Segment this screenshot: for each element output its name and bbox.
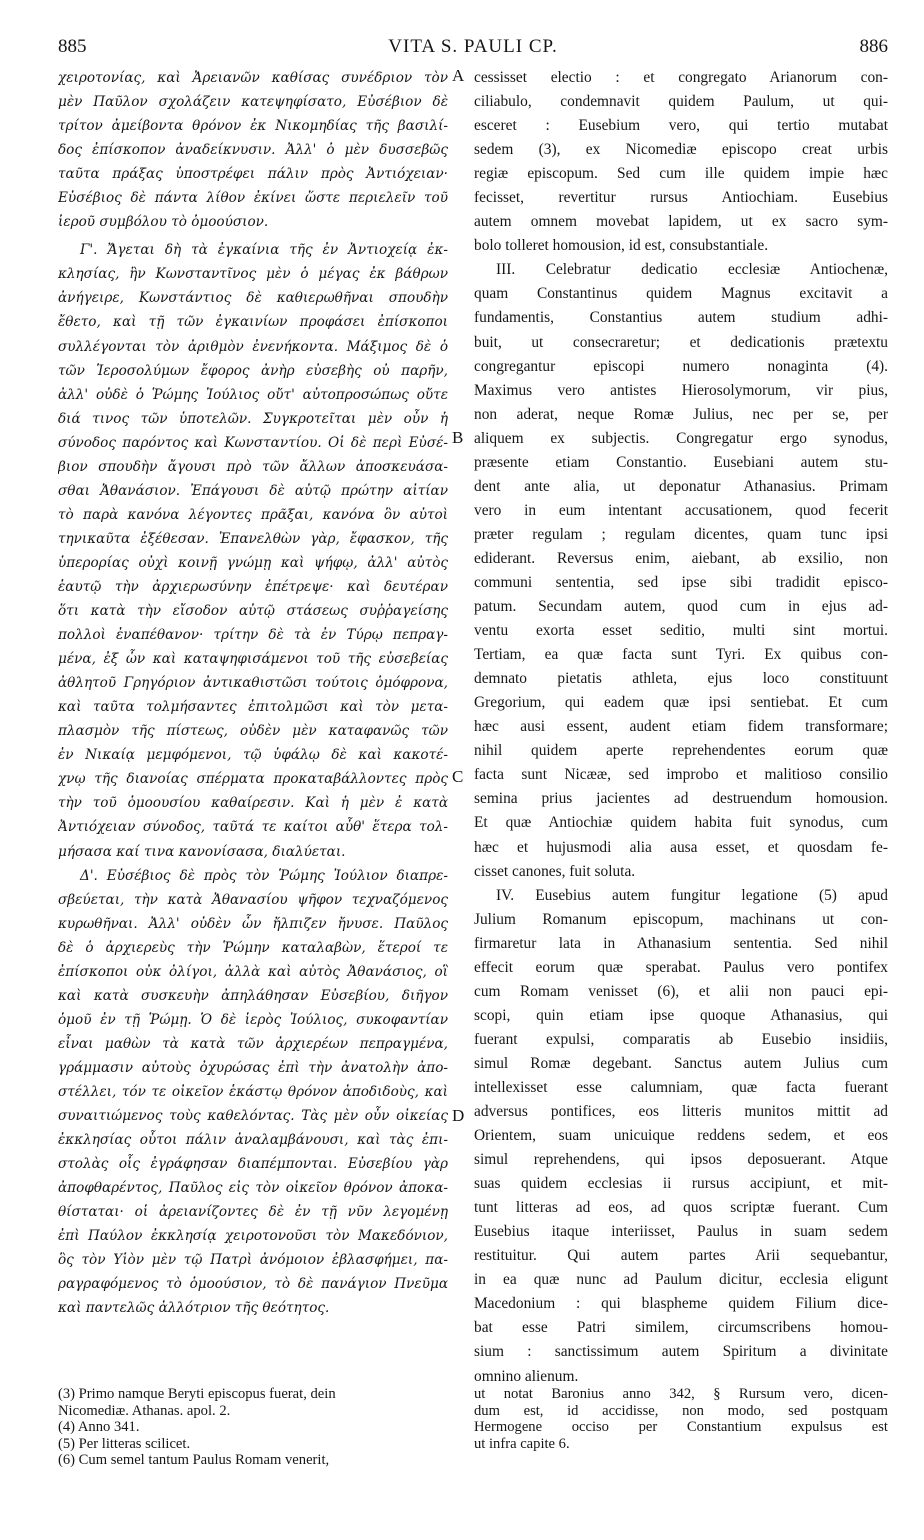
greek-text-line: Εὐσέβιος δὲ πάντα λίθον ἐκίνει ὥστε περιελεῖν τοῦ xyxy=(58,190,448,207)
latin-text-line: vero in eum intentant accusationem, quod fecerit xyxy=(474,501,888,519)
latin-text-line: ediderant. Reversus enim, aiebant, ab exsilio, non xyxy=(474,549,888,567)
footnote-line: Nicomediæ. Athanas. apol. 2. xyxy=(58,1402,231,1419)
latin-text-line: facta sunt Nicææ, sed improbo et malitioso consilio xyxy=(474,766,888,784)
latin-text-line: cum Romam venisset (6), et alii non pauci epi- xyxy=(474,982,888,1000)
latin-text-line: simul reprehendens, qui ipsos deposuerant. Atque xyxy=(474,1151,888,1169)
latin-text-line: suas quidem ecclesias ii rursus accipiunt, et mit- xyxy=(474,1175,888,1193)
footnote-line: (5) Per litteras scilicet. xyxy=(58,1435,191,1452)
greek-text-line: ὃς τὸν Υἱὸν μὲν τῷ Πατρὶ ἀνόμοιον ἐβλασφήμει, πα- xyxy=(58,1252,448,1269)
greek-text-line: ἀλλ' οὐδὲ ὁ Ῥώμης Ἰούλιος οὔτ' αὐτοπροσώπως οὔτε xyxy=(58,386,448,403)
margin-marker-c: C xyxy=(452,767,464,786)
footnote-line: ut notat Baronius anno 342, § Rursum vero, dicen- xyxy=(474,1386,888,1402)
latin-text-line: quam Constantinus quidem Magnus excitavit a xyxy=(474,285,888,303)
footnote-line: ut infra capite 6. xyxy=(474,1435,570,1452)
latin-text-line: Orientem, suam unicuique reddens sedem, et eos xyxy=(474,1127,888,1145)
latin-text-line: ciliabulo, condemnavit quidem Paulum, ut qui- xyxy=(474,93,888,111)
latin-text-line: tunt litteras ad eos, ad quos scriptæ fuerant. Cum xyxy=(474,1199,888,1217)
greek-text-line: κυρωθῆναι. Ἀλλ' οὐδὲν ὧν ἤλπιζεν ἤνυσε. Παῦλος xyxy=(58,915,448,932)
greek-text-line: ἀποφθαρέντος, Παῦλος εἰς τὸν οἰκεῖον θρόνον ἀποκα- xyxy=(58,1180,448,1197)
greek-text-line: ἐπὶ Παύλον ἐκκλησίᾳ χειροτονοῦσι τὸν Μακεδόνιον, xyxy=(58,1228,448,1245)
greek-text-line: χνῳ τῆς διανοίας σπέρματα προκαταβάλλοντες πρὸς xyxy=(58,771,448,788)
greek-text-line: ὑπερορίας οὐχὶ κοινῇ γνώμῃ καὶ ψήφῳ, ἀλλ' αὐτὸς xyxy=(58,554,448,571)
running-header xyxy=(58,36,888,62)
latin-text-line: bat esse Patri similem, circumscribens homou- xyxy=(474,1319,888,1337)
greek-text-line: ἐπίσκοποι οὐκ ὀλίγοι, ἀλλὰ καὶ αὐτὸς Ἀθανάσιος, οἳ xyxy=(58,963,448,980)
latin-text-line: hæc et hujusmodi alia ausa esset, et quosdam fe- xyxy=(474,838,888,856)
latin-text-line: Maximus vero antistes Hierosolymorum, vir pius, xyxy=(474,381,888,399)
latin-text-line: fundamentis, Constantius autem studium adhi- xyxy=(474,309,888,327)
latin-text-line: Macedonium : qui blaspheme quidem Filium dice- xyxy=(474,1295,888,1313)
greek-text-line: κλησίας, ἣν Κωνσταντῖνος μὲν ὁ μέγας ἐκ βάθρων xyxy=(58,266,448,283)
greek-text-line: σύνοδος παρόντος καὶ Κωνσταντίου. Οἱ δὲ περὶ Εὐσέ- xyxy=(58,434,448,451)
latin-text-line: ventu exorta esset seditio, multi sint mortui. xyxy=(474,622,888,640)
greek-text-line: ἐν Νικαίᾳ μεμφόμενοι, τῷ ὑφάλῳ δὲ καὶ κακοτέ- xyxy=(58,747,448,764)
greek-text-line: Δ'. Εὐσέβιος δὲ πρὸς τὸν Ῥώμης Ἰούλιον διαπρε- xyxy=(80,867,448,884)
greek-text-line: τὴν τοῦ ὁμοουσίου καθαίρεσιν. Καὶ ἡ μὲν ἐ κατὰ xyxy=(58,795,448,812)
latin-text-line: nihil quidem aperte reprehendentes eorum quæ xyxy=(474,742,888,760)
greek-text-line: ἱεροῦ συμβόλου τὸ ὁμοούσιον. xyxy=(58,214,269,231)
greek-text-line: δὲ ὁ ἀρχιερεὺς τὴν Ῥώμην καταλαβὼν, ἕτεροί τε xyxy=(58,939,448,956)
greek-text-line: ἀθλητοῦ Γρηγόριον ἀντικαθιστῶσι τούτοις ὁμόφρονα, xyxy=(58,675,448,692)
margin-marker-a: A xyxy=(452,66,465,85)
latin-text-line: cessisset electio : et congregato Arianorum con- xyxy=(474,69,888,86)
latin-text-column xyxy=(474,66,888,1389)
greek-text-line: συναιτιώμενος τοὺς καθελόντας. Τὰς μὲν οὖν οἰκείας xyxy=(58,1108,448,1125)
footnote-line: Hermogene occiso per Constantium expulsus est xyxy=(474,1419,888,1435)
latin-text-line: hæc ausi essent, audent etiam fidem transformare; xyxy=(474,718,888,736)
page-number-right: 886 xyxy=(859,36,888,57)
latin-text-line: adversus pontifices, eos litteris munitos mittit ad xyxy=(474,1103,888,1121)
greek-text-line: τρίτον ἀμείβοντα θρόνον ἐκ Νικομηδίας τῆς βασιλί- xyxy=(58,118,448,135)
latin-text-line: non aderat, neque Romæ Julius, nec per se, per xyxy=(474,405,888,423)
greek-text-line: δος ἐπίσκοπον ἀναδείκνυσιν. Ἀλλ' ὁ μὲν δυσσεβῶς xyxy=(58,142,448,159)
greek-text-line: ὁμοῦ ἐν τῇ Ῥώμῃ. Ὁ δὲ ἱερὸς Ἰούλιος, συκοφαντίαν xyxy=(58,1011,448,1028)
latin-text-line: demnato pietatis athleta, ejus loco constituunt xyxy=(474,670,888,688)
greek-text-line: μὲν Παῦλον σχολάζειν κατεψηφίσατο, Εὐσέβιον δὲ xyxy=(58,94,448,111)
latin-text-line: fuerant expulsi, comparatis ab Eusebio insidiis, xyxy=(474,1030,888,1048)
greek-text-line: βιον σπουδὴν ἄγουσι πρὸ τῶν ἄλλων ἀποσκευάσα- xyxy=(58,458,448,475)
greek-text-line: γράμμασιν αὐτοὺς ὀχυρώσας ἐπὶ τὴν ἀνατολὴν ἀπο- xyxy=(58,1059,448,1076)
latin-text-line: communi sententia, sed ipse sibi tradidit episco- xyxy=(474,573,888,591)
latin-text-line: Tertiam, ea quæ facta sunt Tyri. Ex quibus con- xyxy=(474,646,888,664)
greek-text-line: σθαι Ἀθανάσιον. Ἐπάγουσι δὲ αὐτῷ πρώτην αἰτίαν xyxy=(58,482,448,499)
greek-text-line: μένα, ἐξ ὧν καὶ καταψηφισάμενοι τοῦ τῆς εὐσεβείας xyxy=(58,651,448,668)
latin-text-line: simul Romæ degebant. Sanctus autem Julius cum xyxy=(474,1054,888,1072)
greek-text-line: ἔθετο, καὶ τῇ τῶν ἐγκαινίων προφάσει ἐπίσκοποι xyxy=(58,314,448,331)
latin-text-line: cisset canones, fuit soluta. xyxy=(474,862,636,880)
greek-text-line: ἐκκλησίας οὗτοι πάλιν ἀναλαμβάνουσι, καὶ τὰς ἐπι- xyxy=(58,1132,448,1149)
latin-text-line: esceret : Eusebium vero, qui tertio mutabat xyxy=(474,117,888,135)
footnote-line: dum est, id accidisse, non modo, sed postquam xyxy=(474,1402,888,1419)
latin-text-line: bolo tolleret homousion, id est, consubstantiale. xyxy=(474,237,769,255)
footnote-line: (3) Primo namque Beryti episcopus fuerat, dein xyxy=(58,1386,336,1402)
latin-text-line: effecit eorum quæ sperabat. Paulus vero pontifex xyxy=(474,958,888,976)
page-number-left: 885 xyxy=(58,36,87,57)
greek-text-line: ἑαυτῷ τὴν ἀρχιερωσύνην ἐπέτρεψε· καὶ δευτέραν xyxy=(58,578,448,595)
latin-text-line: præter regulam ; regulam dicentes, quam tunc ipsi xyxy=(474,525,888,543)
latin-text-line: sium : sanctissimum autem Spiritum a divinitate xyxy=(474,1343,888,1361)
latin-text-line: Julium Romanum episcopum, machinans ut con- xyxy=(474,910,888,928)
greek-text-line: στολὰς οἷς ἐγράφησαν διαπέμπονται. Εὐσεβίου γὰρ xyxy=(58,1156,448,1173)
latin-text-line: sedem (3), ex Nicomediæ episcopo creat urbis xyxy=(474,141,888,159)
latin-text-line: congregantur episcopi numero nonaginta (4). xyxy=(474,357,888,375)
greek-text-line: τηνικαῦτα ἐξέθεσαν. Ἐπανελθὼν γὰρ, ἔφασκον, τῆς xyxy=(58,530,448,547)
latin-text-line: firmaretur lata in Athanasium sententia. Sed nihil xyxy=(474,934,888,952)
latin-text-line: dent ante alia, ut deponatur Athanasius. Primam xyxy=(474,477,888,495)
greek-text-line: συλλέγονται τὸν ἀριθμὸν ἐνενήκοντα. Μάξιμος δὲ ὁ xyxy=(58,338,448,355)
latin-text-line: III. Celebratur dedicatio ecclesiæ Antiochenæ, xyxy=(496,261,888,279)
latin-text-line: in ea quæ nunc ad Paulum dicitur, ecclesia eligunt xyxy=(474,1271,888,1289)
latin-text-line: fecisset, revertitur rursus Antiochiam. Eusebius xyxy=(474,189,888,207)
greek-text-line: τὸ παρὰ κανόνα λέγοντες πρᾶξαι, κανόνα ὃν αὐτοὶ xyxy=(58,506,448,523)
latin-text-line: Gregorium, qui eadem quæ ipsi sentiebat. Et cum xyxy=(474,694,888,712)
footnote-line: (6) Cum semel tantum Paulus Romam venerit, xyxy=(58,1452,330,1468)
greek-text-line: πλασμὸν τῆς πίστεως, οὐδὲν μὲν καταφανῶς τῶν xyxy=(58,723,448,740)
footnote-line: (4) Anno 341. xyxy=(58,1419,140,1435)
latin-text-line: IV. Eusebius autem fungitur legatione (5) apud xyxy=(496,886,888,904)
greek-text-line: εἶναι μαθὼν τὰ κατὰ τῶν ἀρχιερέων πεπραγμένα, xyxy=(58,1035,448,1052)
latin-text-line: Eusebius itaque interiisset, Paulus in suam sedem xyxy=(474,1223,888,1241)
greek-text-line: σβεύεται, τὴν κατὰ Ἀθανασίου ψῆφον τεχναζόμενος xyxy=(58,891,448,908)
latin-text-line: præsente etiam Constantio. Eusebiani autem stu- xyxy=(474,453,888,471)
latin-text-line: intellexisset esse calumniam, quæ facta fuerant xyxy=(474,1078,888,1096)
latin-text-line: Et quæ Antiochiæ quidem habita fuit synodus, cum xyxy=(474,814,888,832)
latin-text-line: restituitur. Qui autem partes Arii sequebantur, xyxy=(474,1247,888,1265)
greek-text-line: πολλοὶ ἐναπέθανον· τρίτην δὲ τὰ ἐν Τύρῳ πεπραγ- xyxy=(58,627,448,644)
greek-text-line: καὶ κατὰ συσκευὴν ἀπηλάθησαν Εὐσεβίου, διῆγον xyxy=(58,987,448,1004)
latin-text-line: omnino alienum. xyxy=(474,1367,579,1385)
greek-text-line: διά τινος τῶν ὑποτελῶν. Συγκροτεῖται μὲν οὖν ἡ xyxy=(58,410,448,427)
latin-text-line: scopi, quin etiam ipse quoque Athanasius, qui xyxy=(474,1006,888,1024)
greek-text-line: ὅτι κατὰ τὴν εἴσοδον αὐτῷ στάσεως συῤῥαγείσης xyxy=(58,603,448,620)
latin-text-line: aliquem ex subjectis. Congregatur ergo synodus, xyxy=(474,429,888,447)
greek-text-line: ἀνήγειρε, Κωνστάντιος δὲ καθιερωθῆναι σπουδὴν xyxy=(58,290,448,307)
greek-text-line: στέλλει, τόν τε οἰκεῖον ἑκάστῳ θρόνον ἀποδιδοὺς, καὶ xyxy=(58,1083,448,1100)
running-title: VITA S. PAULI CP. xyxy=(388,36,558,57)
greek-text-line: ταῦτα πράξας ὑποστρέφει πάλιν πρὸς Ἀντιόχειαν· xyxy=(58,166,448,183)
margin-marker-b: B xyxy=(452,428,464,447)
latin-text-line: regiæ episcopum. Sed cum ille quidem impie hæc xyxy=(474,165,888,183)
greek-text-line: Ἀντιόχειαν σύνοδος, ταῦτά τε καίτοι αὖθ' ἕτερα τολ- xyxy=(58,819,448,836)
margin-marker-d: D xyxy=(452,1106,465,1125)
footnotes-left xyxy=(58,1386,450,1469)
latin-text-line: buit, ut consecraretur; et dedicationis prætextu xyxy=(474,333,888,351)
greek-text-line: ραγραφόμενος τὸ ὁμοούσιον, τὸ δὲ πανάγιον Πνεῦμα xyxy=(58,1276,448,1293)
greek-text-line: θίσταται· οἱ ἀρειανίζοντες δὲ ἐν τῇ νῦν λεγομένῃ xyxy=(58,1204,448,1221)
greek-text-line: καὶ ταῦτα τολμήσαντες ἐπιτολμῶσι καὶ τὸν μετα- xyxy=(58,699,448,716)
footnotes-right xyxy=(474,1386,888,1452)
greek-text-line: τῶν Ἱεροσολύμων ἔφορος ἀνὴρ εὐσεβὴς οὐ παρῆν, xyxy=(58,362,448,379)
greek-text-line: Γ'. Ἄγεται δὴ τὰ ἐγκαίνια τῆς ἐν Ἀντιοχείᾳ ἐκ- xyxy=(80,242,448,259)
latin-text-line: patum. Secundam autem, quod cum in ejus ad- xyxy=(474,598,888,616)
greek-text-column xyxy=(58,66,448,1320)
greek-text-line: καὶ παντελῶς ἀλλότριον τῆς θεότητος. xyxy=(58,1300,330,1317)
latin-text-line: autem omnem movebat lapidem, ut ex sacro sym- xyxy=(474,213,888,231)
greek-text-line: μήσασα καί τινα κανονίσασα, διαλύεται. xyxy=(58,843,346,860)
latin-text-line: semina prius jacientes ad destruendum homousion. xyxy=(474,790,888,808)
greek-text-line: χειροτονίας, καὶ Ἀρειανῶν καθίσας συνέδριον τὸν xyxy=(58,70,448,86)
